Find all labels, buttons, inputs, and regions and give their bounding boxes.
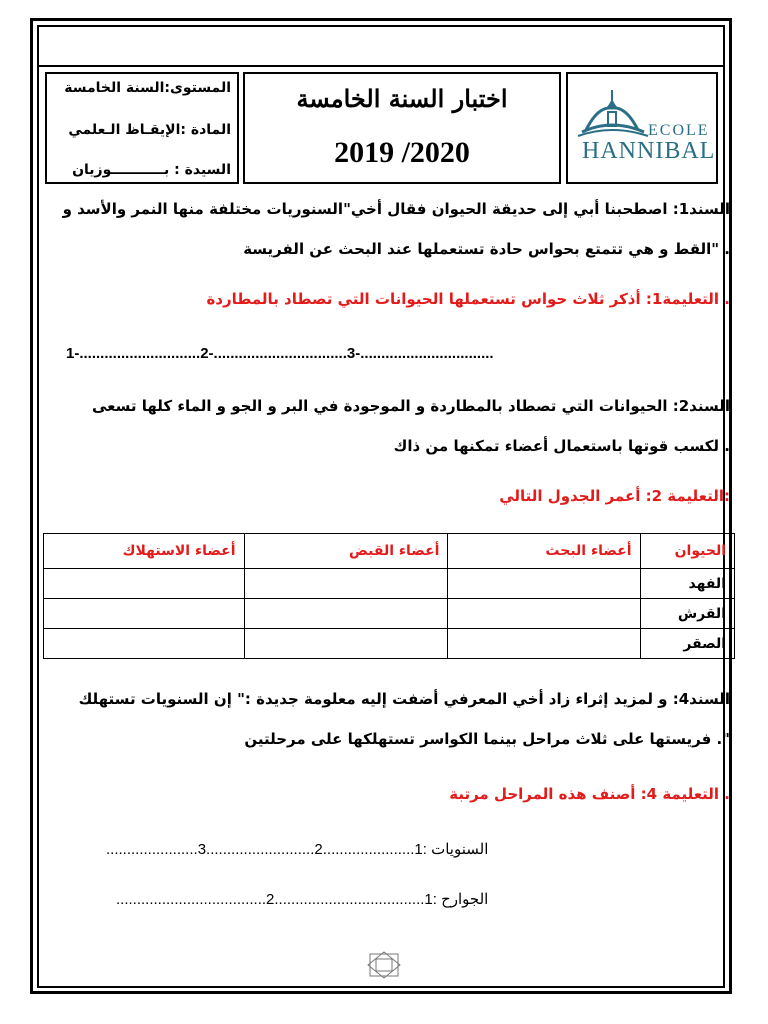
sanad4-line1: السند4: و لمزيد إثراء زاد أخي المعرفي أضفت إليه معلومة جديدة :" إن السنويات تستهلك [78,690,730,708]
table-header-cell: الحيوان [640,534,734,569]
ornament-icon [366,950,402,980]
table-header-row [44,534,735,569]
table-answer-cell[interactable] [244,599,448,629]
logo-word-hannibal: HANNIBAL [582,138,716,164]
school-year: 2019 /2020 [334,136,470,169]
table-header-cell: أعضاء البحث [448,534,640,569]
table-header-cell: أعضاء القبض [244,534,448,569]
table-row [44,599,735,629]
title-box [243,72,561,184]
level-label: المستوى:السنة الخامسة [64,80,231,96]
task1-instruction: . التعليمة1: أذكر ثلاث حواس تستعملها الحيوانات التي تصطاد بالمطاردة [206,290,730,308]
organs-table [43,533,735,659]
table-answer-cell[interactable] [244,629,448,659]
table-answer-cell[interactable] [448,629,640,659]
exam-title: اختبار السنة الخامسة [296,84,508,113]
answer-line-felines: السنويات :1......................2..........................3...................... [106,841,489,858]
table-row [44,629,735,659]
table-answer-cell[interactable] [448,569,640,599]
table-answer-cell[interactable] [44,599,245,629]
task4-instruction: . التعليمة 4: أصنف هذه المراحل مرتبة [449,785,730,803]
table-animal-cell: الصقر [640,629,734,659]
answer-line-raptors: الجوارح :1....................................2.................................... [116,891,489,908]
sanad2-line2: . لكسب قوتها باستعمال أعضاء تمكنها من ذاك [393,437,730,455]
exam-header [39,68,723,188]
table-answer-cell[interactable] [244,569,448,599]
sanad2-line1: السند2: الحيوانات التي تصطاد بالمطاردة و الموجودة في البر و الجو و الماء كلها تسعى [91,397,730,415]
teacher-label: السيدة : بـــــــــــوزيان [72,162,231,178]
table-header-cell: أعضاء الاستهلاك [44,534,245,569]
sanad1-line2: . "القط و هي تتمتع بحواس حادة تستعملها عند البحث عن الفريسة [243,240,730,258]
task2-instruction: :التعليمة 2: أعمر الجدول التالي [499,487,730,505]
info-box [45,72,239,184]
sanad4-line2: ". فريستها على ثلاث مراحل بينما الكواسر تستهلكها على مرحلتين [244,730,730,748]
table-answer-cell[interactable] [448,599,640,629]
top-strip [39,27,723,67]
table-animal-cell: القرش [640,599,734,629]
sanad1-line1: السند1: اصطحبنا أبي إلى حديقة الحيوان فقال أخي"السنوريات مختلفة منها النمر والأسد و [62,200,730,218]
table-animal-cell: الفهد [640,569,734,599]
task1-answer-line: 1-.............................2-................................3-................................ [66,345,494,362]
subject-label: المادة :الإيقـاظ الـعلمي [68,122,231,138]
table-answer-cell[interactable] [44,629,245,659]
table-row [44,569,735,599]
logo-word-ecole: ECOLE [648,122,710,139]
school-logo [566,72,718,184]
table-answer-cell[interactable] [44,569,245,599]
